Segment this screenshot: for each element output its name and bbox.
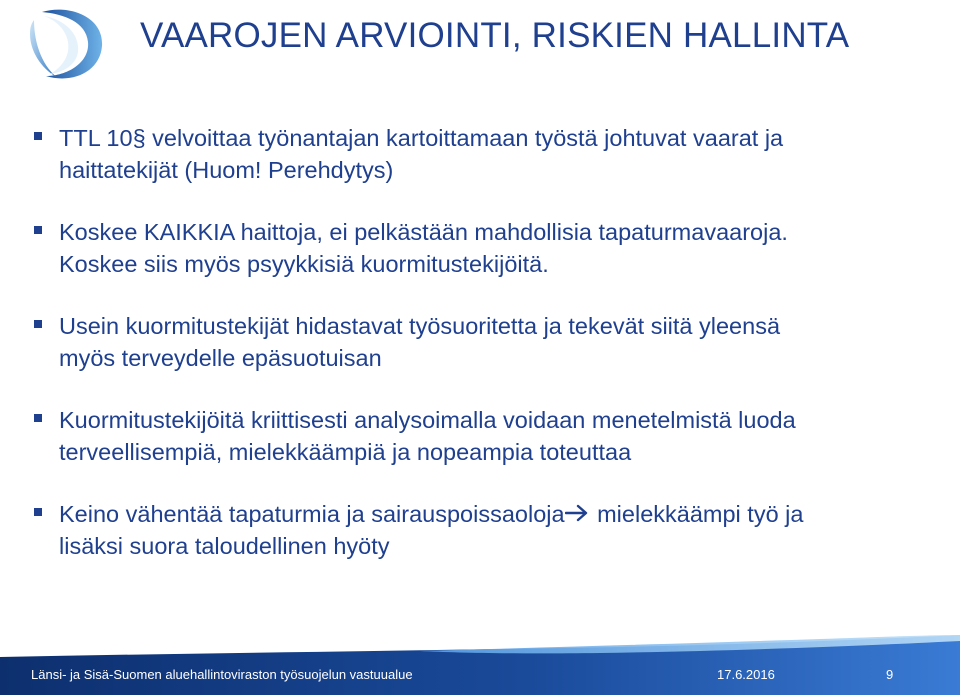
bullet-text-line: lisäksi suora taloudellinen hyöty xyxy=(59,533,390,559)
footer-band xyxy=(0,635,960,695)
square-bullet-icon xyxy=(34,414,42,422)
square-bullet-icon xyxy=(34,508,42,516)
bullet-text-line: haittatekijät (Huom! Perehdytys) xyxy=(59,157,394,183)
square-bullet-icon xyxy=(34,320,42,328)
bullet-item xyxy=(32,122,932,186)
bullet-text-after-arrow: mielekkäämpi työ ja xyxy=(590,501,804,527)
logo xyxy=(28,6,106,82)
bullet-text-line: Kuormitustekijöitä kriittisesti analysoimalla voidaan menetelmistä luoda xyxy=(59,407,796,433)
bullet-text-line: Koskee KAIKKIA haittoja, ei pelkästään mahdollisia tapaturmavaaroja. xyxy=(59,219,788,245)
page-title: VAAROJEN ARVIOINTI, RISKIEN HALLINTA xyxy=(140,16,850,55)
bullet-text-before-arrow: Keino vähentää tapaturmia ja sairauspoissaoloja xyxy=(59,501,565,527)
bullet-text-line: myös terveydelle epäsuotuisan xyxy=(59,345,382,371)
right-arrow-icon xyxy=(565,504,589,522)
bullet-text-line: Koskee siis myös psyykkisiä kuormitustekijöitä. xyxy=(59,251,549,277)
footer-organization: Länsi- ja Sisä-Suomen aluehallintoviraston työsuojelun vastuualue xyxy=(31,667,413,682)
bullet-text-line xyxy=(59,498,932,530)
page-number: 9 xyxy=(886,667,894,682)
bullet-text-line: TTL 10§ velvoittaa työnantajan kartoittamaan työstä johtuvat vaarat ja xyxy=(59,125,784,151)
bullet-text-line: Usein kuormitustekijät hidastavat työsuoritetta ja tekevät siitä yleensä xyxy=(59,313,781,339)
footer xyxy=(0,635,960,695)
square-bullet-icon xyxy=(34,226,42,234)
bullet-item xyxy=(32,310,932,374)
bullet-item xyxy=(32,498,932,562)
bullet-text-line: terveellisempiä, mielekkäämpiä ja nopeampia toteuttaa xyxy=(59,439,632,465)
bullet-item xyxy=(32,216,932,280)
footer-date: 17.6.2016 xyxy=(717,667,775,682)
bullet-item xyxy=(32,404,932,468)
bullet-list xyxy=(32,122,932,592)
square-bullet-icon xyxy=(34,132,42,140)
